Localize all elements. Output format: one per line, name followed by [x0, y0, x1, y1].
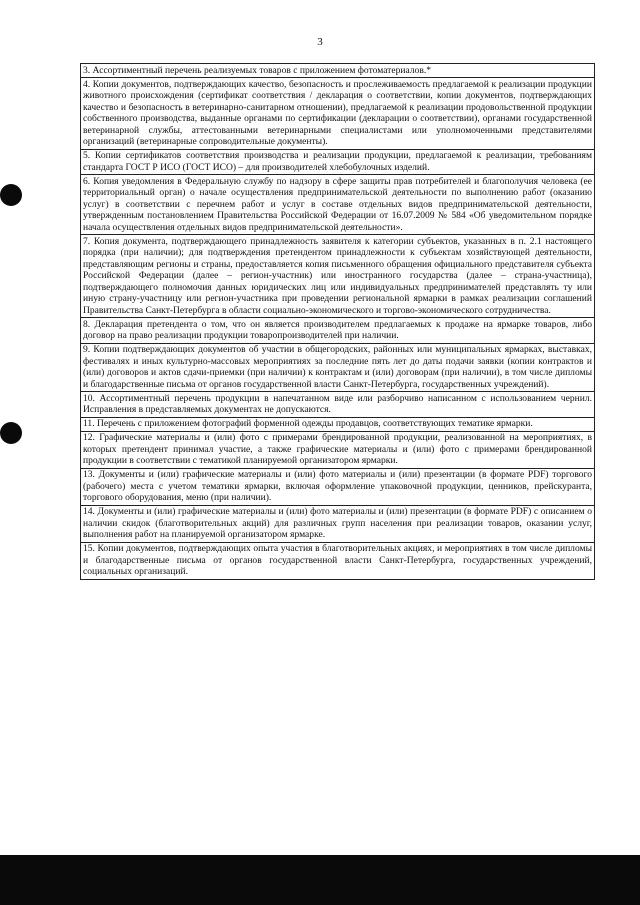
punch-hole-mark	[0, 184, 22, 206]
page-number: 3	[317, 36, 323, 48]
table-row: 9. Копии подтверждающих документов об участии в общегородских, районных или муниципальных ярмарках, выставках, фестивалях и иных культурно-массовых мероприятиях за последние пять лет до даты подачи заявки (копии контрактов и (или) договоров и актов сдачи-приемки (при наличии) к контрактам и (или) договорам (при наличии), в том числе дипломы и благодарственные письма от органов государственной власти Санкт-Петербурга, государственных учреждений).	[81, 344, 594, 393]
table-row: 15. Копии документов, подтверждающих опыта участия в благотворительных акциях, и мероприятиях в том числе дипломы и благодарственные письма от органов государственной власти Санкт-Петербурга, государственных учреждений, социальных организаций.	[83, 543, 592, 577]
table-row: 10. Ассортиментный перечень продукции в напечатанном виде или разборчиво написанном с использованием чернил. Исправления в представляемых документах не допускаются.	[81, 392, 594, 418]
table-row: 14. Документы и (или) графические материалы и (или) фото материалы и (или) презентации (в формате PDF) с описанием о наличии скидок (благотворительных акций) для различных групп населения при реализации товаров, оказании услуг, выполнения работ на планируемой организатором ярмарке.	[81, 506, 594, 543]
punch-hole-mark	[0, 422, 22, 444]
table-row: 5. Копии сертификатов соответствия производства и реализации продукции, предлагаемой к реализации, требованиям стандарта ГОСТ Р ИСО (ГОСТ ИСО) – для производителей хлебобулочных изделий.	[81, 150, 594, 176]
table-row: 4. Копии документов, подтверждающих качество, безопасность и прослеживаемость предлагаемой к реализации продукции животного происхождения (сертификат соответствия / декларация о соответствии, копии документов, подтверждающих качество и безопасность в ветеринарно-санитарном отношении), предлагаемой к реализации продовольственной продукции собственного производства, выданные органами по сертификации (декларации о соответствии), органами государственной ветеринарной службы, аттестованными ветеринарными специалистами или уполномоченными представителями организаций (ветеринарные сопроводительные документы).	[81, 78, 594, 150]
table-row: 6. Копия уведомления в Федеральную службу по надзору в сфере защиты прав потребителей и благополучия человека (ее территориальный орган) о начале осуществления предпринимательской деятельности по выполнению работ (оказанию услуг) в соответствии с перечнем работ и услуг в составе отдельных видов предпринимательской деятельности, утвержденным постановлением Правительства Российской Федерации от 16.07.2009 № 584 «Об уведомительном порядке начала осуществления отдельных видов предпринимательской деятельности».	[81, 175, 594, 235]
document-requirements-table	[80, 63, 595, 580]
table-row: 13. Документы и (или) графические материалы и (или) фото материалы и (или) презентации (в формате PDF) торгового (рабочего) места с учетом тематики ярмарки, включая оформление упаковочной продукции, ценников, прейскуранта, торгового оборудования, меню (при наличии).	[81, 469, 594, 506]
table-row: 7. Копия документа, подтверждающего принадлежность заявителя к категории субъектов, указанных в п. 2.1 настоящего порядка (при наличии); для подтверждения претендентом принадлежности к субъектам хозяйствующей деятельности, представляющим регионы и страны, предоставляется копия письменного обращения официального представителя субъекта Российской Федерации (далее – регион-участник) или иностранного государства (далее – страна-участница), подтверждающего полномочия данных юридических лиц или индивидуальных предпринимателей представлять ту или иную страну-участницу или регион-участника при проведении региональной ярмарки в рамках реализации соглашений Правительства Санкт-Петербурга в области социально-экономического и торгово-экономического сотрудничества.	[81, 235, 594, 318]
table-row: 8. Декларация претендента о том, что он является производителем предлагаемых к продаже на ярмарке товаров, либо договор на право реализации продукции товаропроизводителей при наличии.	[81, 318, 594, 344]
scan-edge-band	[0, 855, 640, 905]
table-row: 12. Графические материалы и (или) фото с примерами брендированной продукции, реализованной на мероприятиях, в которых претендент принимал участие, а также графические материалы и (или) фото с примерами брендированной продукции в соответствии с тематикой планируемой организатором ярмарки.	[81, 432, 594, 469]
table-row: 11. Перечень с приложением фотографий форменной одежды продавцов, соответствующих тематике ярмарки.	[81, 418, 594, 432]
table-row: 3. Ассортиментный перечень реализуемых товаров с приложением фотоматериалов.*	[81, 64, 594, 78]
